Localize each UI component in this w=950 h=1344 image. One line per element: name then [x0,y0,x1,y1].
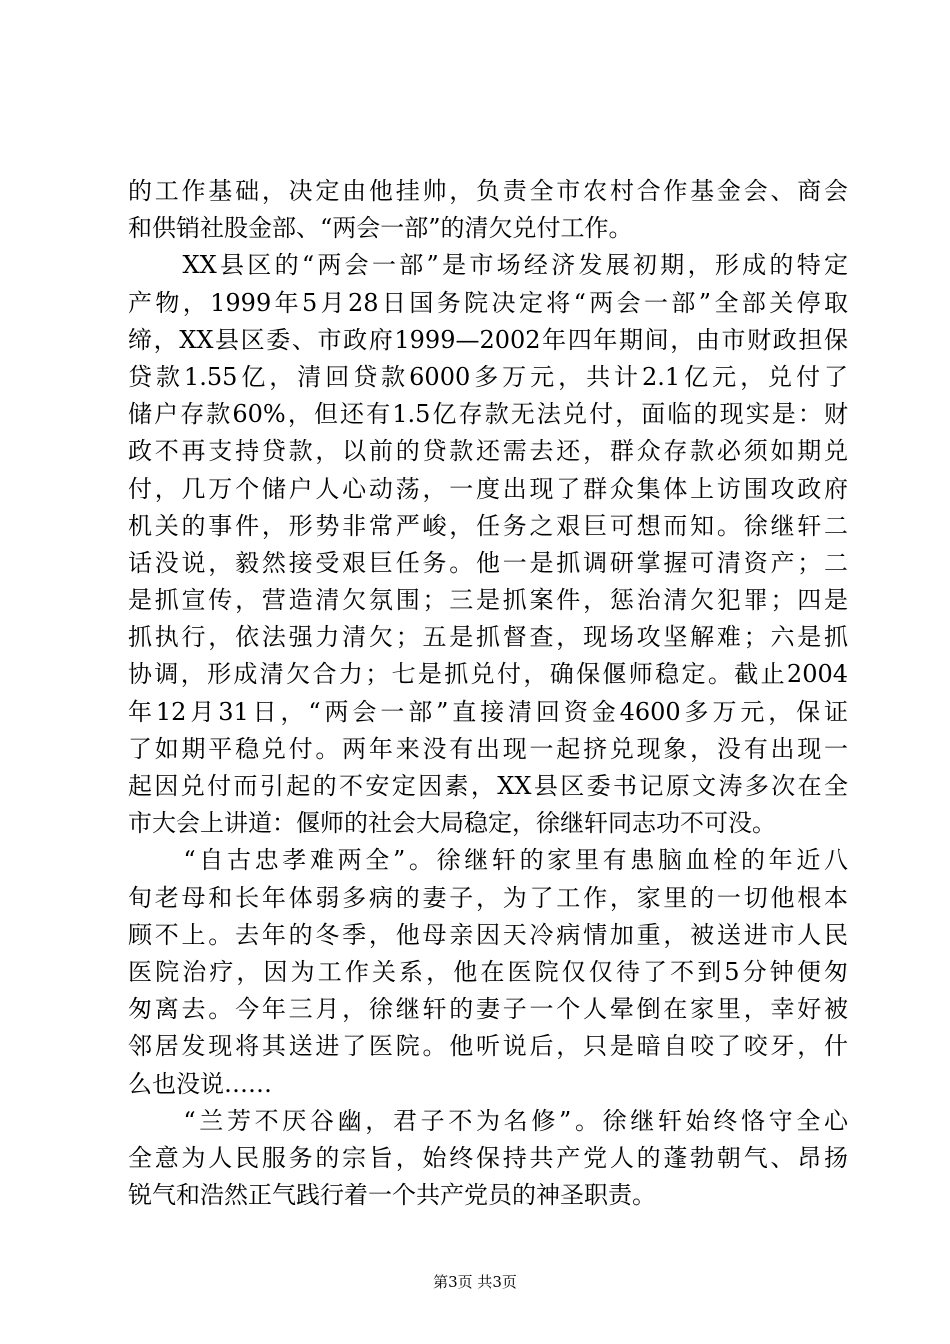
text-line: 和供销社股金部、“两会一部”的清欠兑付工作。 [128,214,633,243]
text-line: 旬老母和长年体弱多病的妻子，为了工作，家里的一切他根本 [128,883,848,912]
body-text [128,173,848,1214]
text-line: 贷款1.55亿，清回贷款6000多万元，共计2.1亿元，兑付了 [128,362,848,391]
text-line: 匆离去。今年三月，徐继轩的妻子一个人晕倒在家里，幸好被 [128,995,848,1024]
text-line: 是抓宣传，营造清欠氛围；三是抓案件，惩治清欠犯罪；四是 [128,586,848,615]
text-line: 产物，1999年5月28日国务院决定将“两会一部”全部关停取 [128,288,848,317]
text-line: 缔，XX县区委、市政府1999—2002年四年期间，由市财政担保 [128,325,848,354]
text-line: 市大会上讲道：偃师的社会大局稳定，徐继轩同志功不可没。 [128,809,776,838]
text-line: 储户存款60%，但还有1.5亿存款无法兑付，面临的现实是：财 [128,400,848,429]
text-line: 锐气和浩然正气践行着一个共产党员的神圣职责。 [128,1181,656,1210]
text-line: “自古忠孝难两全”。徐继轩的家里有患脑血栓的年近八 [128,846,848,875]
text-line: 的工作基础，决定由他挂帅，负责全市农村合作基金会、商会 [128,177,848,205]
text-line: 全意为人民服务的宗旨，始终保持共产党人的蓬勃朝气、昂扬 [128,1143,848,1172]
text-line: 协调，形成清欠合力；七是抓兑付，确保偃师稳定。截止2004 [128,660,848,689]
text-line: 机关的事件，形势非常严峻，任务之艰巨可想而知。徐继轩二 [128,511,848,540]
text-line: 话没说，毅然接受艰巨任务。他一是抓调研掌握可清资产；二 [128,548,848,577]
text-line: 政不再支持贷款，以前的贷款还需去还，群众存款必须如期兑 [128,437,848,466]
text-line: 年12月31日，“两会一部”直接清回资金4600多万元，保证 [128,697,848,726]
text-line: 顾不上。去年的冬季，他母亲因天冷病情加重，被送进市人民 [128,920,848,949]
text-line: “兰芳不厌谷幽，君子不为名修”。徐继轩始终恪守全心 [128,1106,848,1135]
text-line: 医院治疗，因为工作关系，他在医院仅仅待了不到5分钟便匆 [128,957,848,986]
text-line: 邻居发现将其送进了医院。他听说后，只是暗自咬了咬牙，什 [128,1032,848,1061]
text-line: 起因兑付而引起的不安定因素，XX县区委书记原文涛多次在全 [128,772,848,800]
text-line: 抓执行，依法强力清欠；五是抓督查，现场攻坚解难；六是抓 [128,623,848,652]
text-line: 付，几万个储户人心动荡，一度出现了群众集体上访围攻政府 [128,474,848,503]
text-line: 了如期平稳兑付。两年来没有出现一起挤兑现象，没有出现一 [128,734,848,763]
text-line: 么也没说…… [128,1069,272,1098]
page-footer: 第3页 共3页 [433,1273,517,1291]
text-line: XX县区的“两会一部”是市场经济发展初期，形成的特定 [128,251,848,280]
